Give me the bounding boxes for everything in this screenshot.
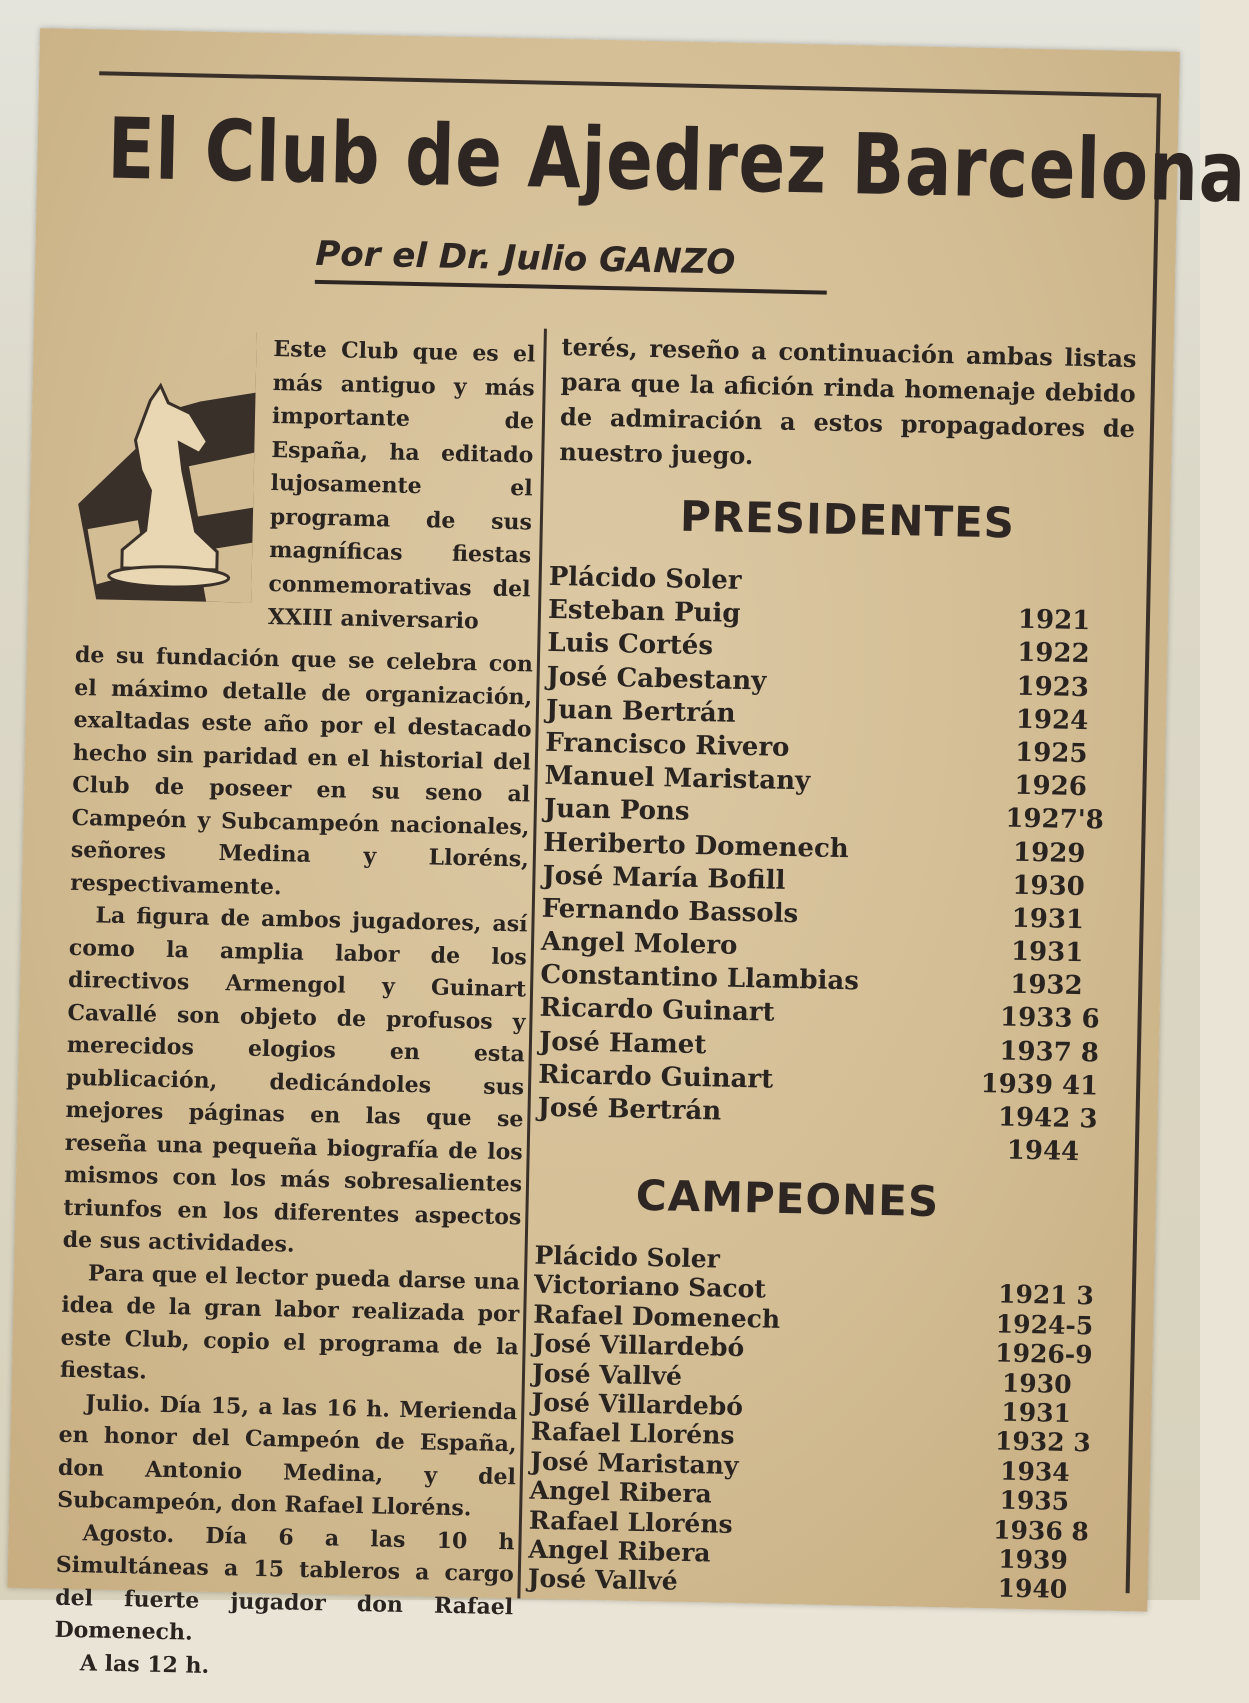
row-name: Plácido Soler: [534, 1240, 721, 1274]
row-year: 1944: [1006, 1135, 1080, 1168]
row-name: José Vallvé: [531, 1358, 683, 1391]
row-year: 1931: [1010, 936, 1084, 969]
row-name: Juan Pons: [543, 794, 690, 828]
lists-intro-paragraph: terés, reseño a continuación ambas listas para que la afición rinda homenaje debido de admiración a estos propagadores de nuestro juego.: [559, 332, 1137, 471]
frame-rule-top: [99, 71, 1159, 97]
intro-paragraph: Este Club que es el más antiguo y más importante de España, ha editado lujosamente el programa de sus magníficas fiestas conmemorativas del XXIII aniversario: [267, 336, 536, 635]
body-paragraph: A las 12 h.: [79, 1649, 210, 1679]
row-name: José Villardebó: [532, 1328, 745, 1363]
row-year: 1922: [1016, 638, 1090, 670]
row-name: Rafael Domenech: [532, 1299, 781, 1334]
row-name: José María Bofill: [542, 860, 786, 896]
row-name: José Cabestany: [546, 661, 767, 696]
row-name: José Hamet: [538, 1026, 707, 1060]
row-name: José Maristany: [529, 1446, 739, 1480]
row-year: 1939: [997, 1544, 1069, 1575]
row-year: 1932: [1009, 969, 1083, 1002]
row-name: Ricardo Guinart: [539, 993, 775, 1029]
row-year: 1934: [999, 1456, 1071, 1487]
row-year: 1930: [1012, 870, 1086, 902]
row-year: 1935: [999, 1485, 1070, 1517]
row-name: Rafael Lloréns: [528, 1505, 733, 1539]
row-year: [1004, 1274, 1094, 1276]
row-year: 1927'8: [1005, 803, 1105, 836]
row-year: 1937 8: [999, 1036, 1100, 1069]
row-name: Heriberto Domenech: [542, 827, 850, 864]
body-paragraph: Agosto. Día 6 a las 10 h Simultáneas a 15 tableros a cargo del fuerte jugador don Rafael Domenech.: [54, 1519, 515, 1646]
body-paragraph: Julio. Día 15, a las 16 h. Merienda en honor del Campeón de España, don Antonio Medina, y del Subcampeón, don Rafael Lloréns.: [57, 1389, 518, 1522]
row-name: Constantino Llambias: [540, 960, 860, 997]
row-year: 1931: [1001, 1397, 1072, 1428]
row-name: Luis Cortés: [547, 628, 714, 662]
presidents-heading: PRESIDENTES: [679, 491, 1016, 548]
row-name: José Vallvé: [527, 1563, 678, 1597]
champions-heading: CAMPEONES: [635, 1170, 940, 1227]
row-name: José Villardebó: [531, 1387, 744, 1422]
row-year: 1940: [997, 1573, 1068, 1605]
row-name: José Bertrán: [537, 1092, 722, 1127]
row-name: Plácido Soler: [548, 561, 742, 596]
article-body: [54, 639, 534, 1688]
row-year: 1932 3: [994, 1426, 1092, 1458]
row-year: 1921 3: [997, 1279, 1095, 1311]
row-name: Juan Bertrán: [545, 694, 736, 729]
presidents-list: [537, 561, 1109, 1170]
chess-knight-icon: [76, 329, 257, 608]
row-year: 1933 6: [999, 1002, 1100, 1035]
row-year: 1924-5: [995, 1309, 1094, 1341]
row-year: 1939 41: [980, 1068, 1099, 1102]
article-byline: Por el Dr. Julio GANZO: [315, 233, 736, 283]
row-year: 1921: [1017, 604, 1091, 637]
byline-underline: [315, 280, 827, 295]
row-year: 1925: [1014, 737, 1088, 770]
row-name: Manuel Maristany: [544, 760, 811, 797]
row-name: Rafael Lloréns: [530, 1416, 735, 1451]
row-name: Angel Molero: [540, 926, 738, 961]
row-year: 1936 8: [992, 1514, 1090, 1546]
row-year: 1926-9: [994, 1338, 1093, 1370]
newspaper-clipping: [7, 28, 1248, 1679]
body-paragraph: La figura de ambos jugadores, así como la amplia labor de los directivos Armengol y Guinart Cavallé son objeto de profusos y merecidos elogios en esta publicación, dedicándoles sus mejores páginas en las que se reseña una pequeña biografía de los mismos con los más sobresalientes triunfos en los diferentes aspectos de sus actividades.: [62, 902, 528, 1258]
row-name: Victoriano Sacot: [533, 1270, 767, 1304]
article-headline: El Club de Ajedrez Barcelona: [106, 99, 1248, 222]
row-name: Fernando Bassols: [541, 893, 799, 930]
row-year: 1930: [1001, 1368, 1072, 1399]
row-name: Angel Ribera: [529, 1475, 713, 1509]
row-year: 1942 3: [997, 1102, 1098, 1135]
row-year: 1926: [1014, 770, 1088, 803]
champions-list: [527, 1241, 1094, 1605]
row-name: Ricardo Guinart: [538, 1059, 774, 1095]
body-paragraph: de su fundación que se celebra con el máximo detalle de organización, exaltadas este año por el destacado hecho sin paridad en el historial del Club de poseer en su seno al Campeón y Subcampeón nacionales, señores Medina y Lloréns, respectivamente.: [69, 641, 534, 900]
row-name: Angel Ribera: [528, 1534, 711, 1568]
row-name: Esteban Puig: [547, 595, 741, 630]
row-year: 1924: [1015, 704, 1089, 736]
row-year: 1923: [1016, 671, 1090, 703]
body-paragraph: Para que el lector pueda darse una idea de la gran labor realizada por este Club, copio el programa de la fiestas.: [59, 1259, 521, 1385]
row-year: [1018, 595, 1108, 597]
row-name: Francisco Rivero: [544, 727, 790, 763]
row-year: 1929: [1012, 837, 1086, 869]
row-year: 1931: [1011, 903, 1085, 935]
